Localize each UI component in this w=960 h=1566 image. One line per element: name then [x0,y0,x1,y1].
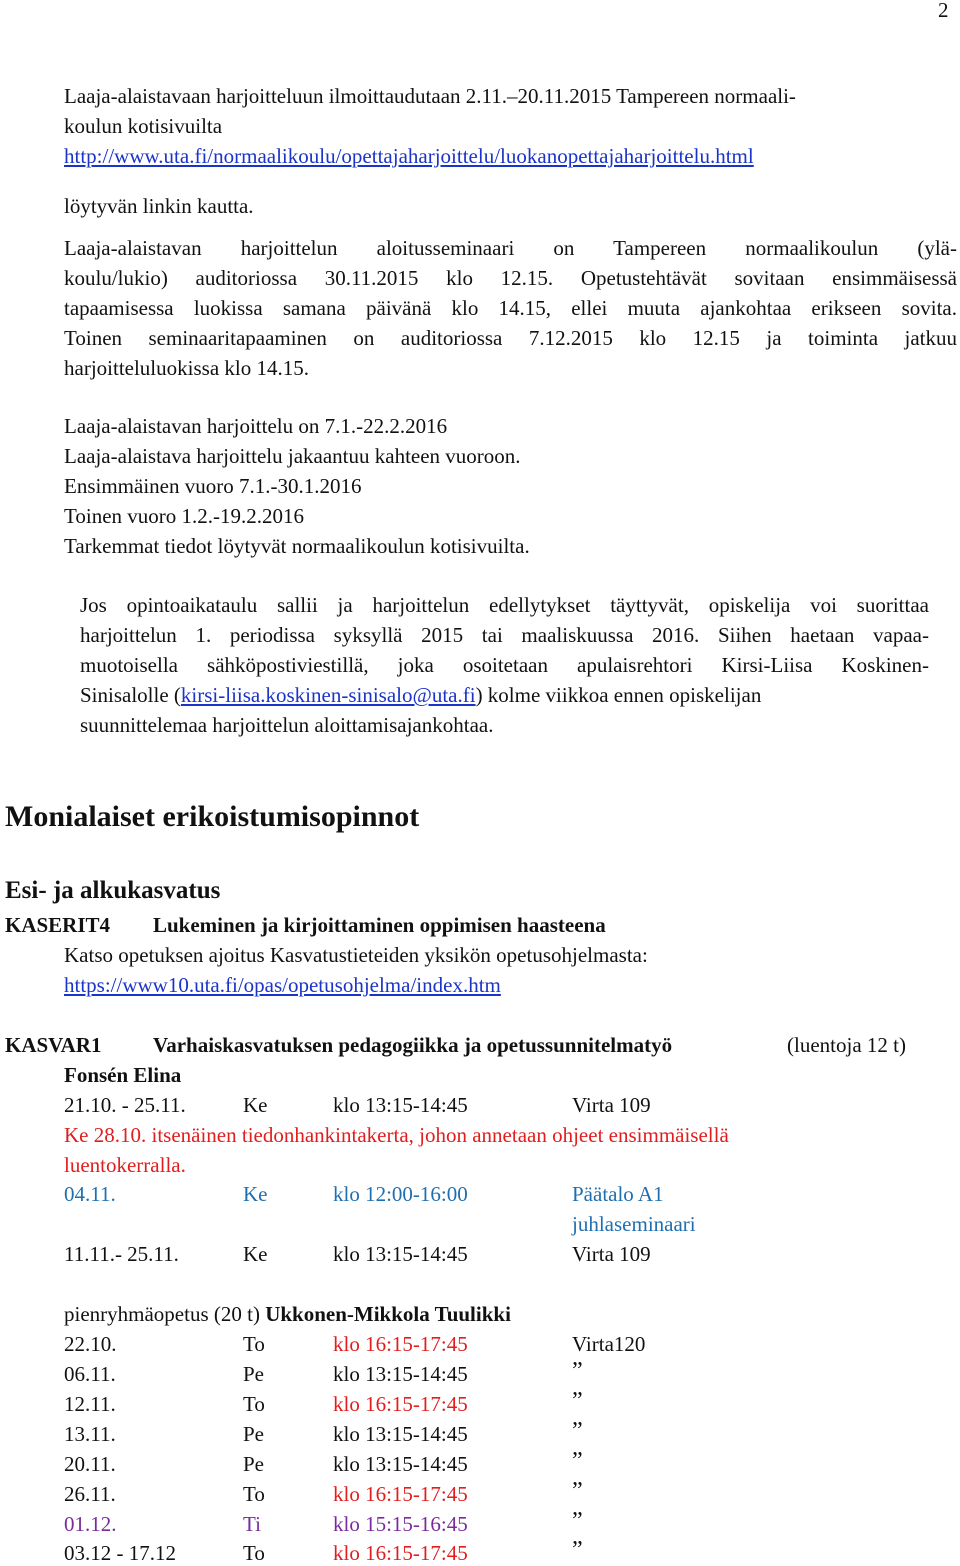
sg-row1-time: klo 16:15-17:45 [333,1332,468,1356]
para2-line2: koulu/lukio) auditoriossa 30.11.2015 klo 12.15. Opetustehtävät sovitaan ensimmäisessä [64,266,957,290]
sg-row6-date: 26.11. [64,1482,116,1506]
kasvar1-row1-place: Virta 109 [572,1093,651,1117]
para4-line4-pre: Sinisalolle ( [80,683,181,707]
sg-row8-place: ” [572,1537,583,1563]
kaserit4-title: Lukeminen ja kirjoittaminen oppimisen haasteena [153,913,606,937]
sg-row8-time: klo 16:15-17:45 [333,1541,468,1565]
kasvar1-row2-date: 04.11. [64,1182,116,1206]
sg-row7-day: Ti [243,1512,261,1536]
kasvar1-row3-time: klo 13:15-14:45 [333,1242,468,1266]
sg-row8-day: To [243,1541,265,1565]
kasvar1-row2-place: Päätalo A1 [572,1182,664,1206]
kasvar1-row1-day: Ke [243,1093,268,1117]
para2-line4: Toinen seminaaritapaaminen on auditoriossa 7.12.2015 klo 12.15 ja toiminta jatkuu [64,326,957,350]
sg-row2-time: klo 13:15-14:45 [333,1362,468,1386]
section-title: Monialaiset erikoistumisopinnot [5,800,420,833]
kasvar1-title: Varhaiskasvatuksen pedagogiikka ja opetussunnitelmatyö [153,1033,673,1057]
sg-row2-day: Pe [243,1362,264,1386]
kasvar1-row2-place2: juhlaseminaari [572,1212,696,1236]
para2-line5: harjoitteluluokissa klo 14.15. [64,356,309,380]
sg-row3-time: klo 16:15-17:45 [333,1392,468,1416]
para4-line1: Jos opintoaikataulu sallii ja harjoittelun edellytykset täyttyvät, opiskelija voi suorittaa [80,593,929,617]
para4-line2: harjoittelun 1. periodissa syksyllä 2015 tai maaliskuussa 2016. Siihen haetaan vapaa- [80,623,929,647]
sg-row6-place: ” [572,1478,583,1504]
kaserit4-note: Katso opetuksen ajoitus Kasvatustieteiden yksikön opetusohjelmasta: [64,943,648,967]
sg-row1-place: Virta120 [572,1332,646,1356]
sg-row4-time: klo 13:15-14:45 [333,1422,468,1446]
sg-row4-day: Pe [243,1422,264,1446]
sg-row1-day: To [243,1332,265,1356]
sg-row3-date: 12.11. [64,1392,116,1416]
sg-row6-time: klo 16:15-17:45 [333,1482,468,1506]
sg-row5-day: Pe [243,1452,264,1476]
para2-line1: Laaja-alaistavan harjoittelun aloitusseminaari on Tampereen normaalikoulun (ylä- [64,236,957,260]
sg-row5-time: klo 13:15-14:45 [333,1452,468,1476]
normaalikoulu-link[interactable]: http://www.uta.fi/normaalikoulu/opettajaharjoittelu/luokanopettajaharjoittelu.html [64,144,754,168]
kasvar1-row2-day: Ke [243,1182,268,1206]
sg-row6-day: To [243,1482,265,1506]
sg-row7-time: klo 15:15-16:45 [333,1512,468,1536]
small-group-label: pienryhmäopetus (20 t) [64,1302,260,1326]
kasvar1-row1-time: klo 13:15-14:45 [333,1093,468,1117]
page-number: 2 [938,0,949,22]
kasvar1-row1-date: 21.10. - 25.11. [64,1093,186,1117]
sg-row3-day: To [243,1392,265,1416]
para3-line2: Laaja-alaistava harjoittelu jakaantuu kahteen vuoroon. [64,444,521,468]
sg-row7-place: ” [572,1508,583,1534]
kasvar1-row3-date: 11.11.- 25.11. [64,1242,179,1266]
para3-line3: Ensimmäinen vuoro 7.1.-30.1.2016 [64,474,362,498]
sg-row2-date: 06.11. [64,1362,116,1386]
para4-line5: suunnittelemaa harjoittelun aloittamisajankohtaa. [80,713,494,737]
kasvar1-header [5,1033,673,1058]
sg-row2-place: ” [572,1358,583,1384]
para3-line1: Laaja-alaistavan harjoittelu on 7.1.-22.2.2016 [64,414,448,438]
sg-row4-date: 13.11. [64,1422,116,1446]
small-group-teacher: Ukkonen-Mikkola Tuulikki [265,1302,511,1326]
para1-line2: koulun kotisivuilta [64,114,223,138]
small-group-header [64,1302,511,1327]
kasvar1-row2-time: klo 12:00-16:00 [333,1182,468,1206]
para4-line4-post: ) kolme viikkoa ennen opiskelijan [475,683,762,707]
para2-line3: tapaamisessa luokissa samana päivänä klo 14.15, ellei muuta ajankohtaa erikseen sovita. [64,296,957,320]
sg-row3-place: ” [572,1388,583,1414]
sg-row1-date: 22.10. [64,1332,117,1356]
sg-row5-place: ” [572,1448,583,1474]
para1-line1: Laaja-alaistavaan harjoitteluun ilmoittaudutaan 2.11.–20.11.2015 Tampereen normaali- [64,84,796,108]
para3-line5: Tarkemmat tiedot löytyvät normaalikoulun kotisivuilta. [64,534,530,558]
para4-line4 [80,683,761,708]
para4-line3: muotoisella sähköpostiviestillä, joka osoitetaan apulaisrehtori Kirsi-Liisa Koskinen- [80,653,929,677]
sg-row5-date: 20.11. [64,1452,116,1476]
kasvar1-code: KASVAR1 [5,1033,102,1057]
para1-line4: löytyvän linkin kautta. [64,194,254,218]
opetusohjelma-link[interactable]: https://www10.uta.fi/opas/opetusohjelma/index.htm [64,973,501,997]
kasvar1-row3-place: Virta 109 [572,1242,651,1266]
sg-row8-date: 03.12 - 17.12 [64,1541,176,1565]
sg-row4-place: ” [572,1418,583,1444]
kaserit4-code: KASERIT4 [5,913,111,937]
kasvar1-hours: (luentoja 12 t) [787,1033,906,1057]
kasvar1-row3-day: Ke [243,1242,268,1266]
para3-line4: Toinen vuoro 1.2.-19.2.2016 [64,504,305,528]
kasvar1-red-note-line2: luentokerralla. [64,1153,186,1177]
kasvar1-teacher: Fonsén Elina [64,1063,182,1087]
sg-row7-date: 01.12. [64,1512,117,1536]
kasvar1-red-note-line1: Ke 28.10. itsenäinen tiedonhankintakerta, johon annetaan ohjeet ensimmäisellä [64,1123,729,1147]
email-link[interactable]: kirsi-liisa.koskinen-sinisalo@uta.fi [180,683,476,707]
subsection-title: Esi- ja alkukasvatus [5,877,221,904]
